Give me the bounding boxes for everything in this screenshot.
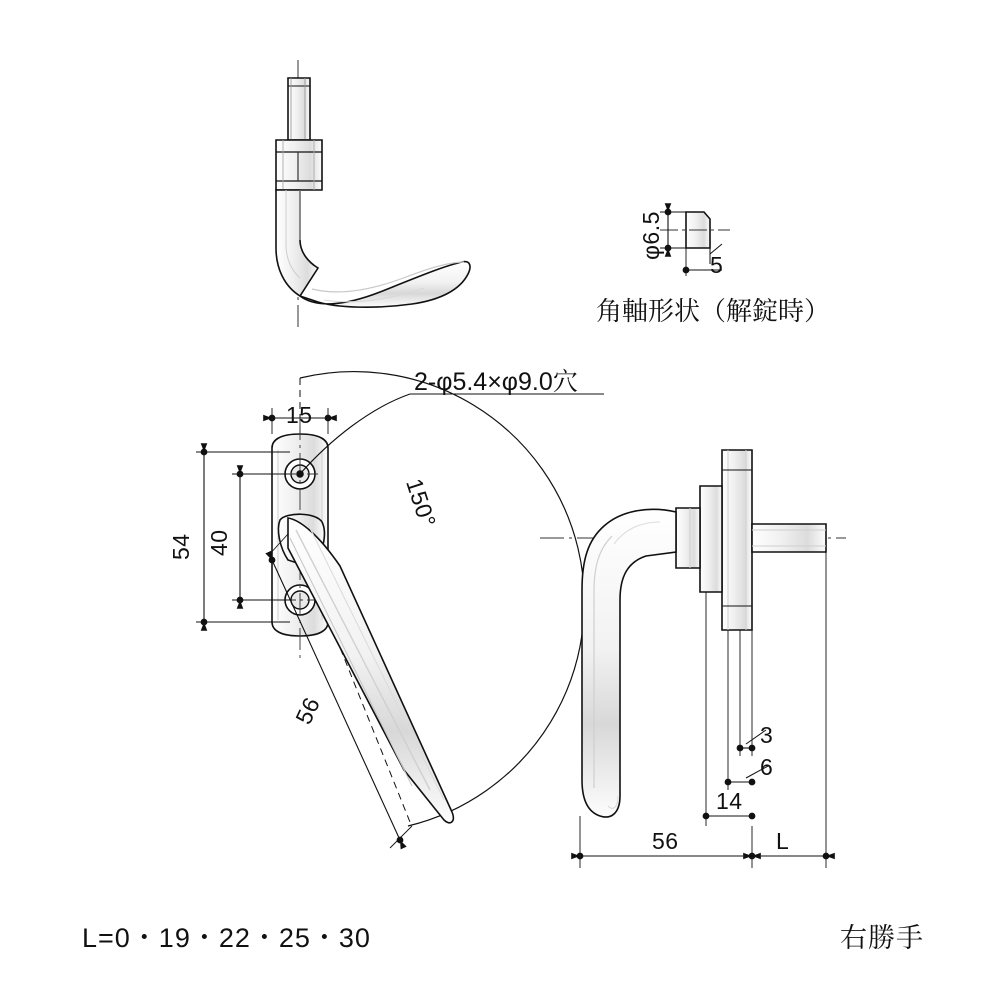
- title-handedness: 右勝手: [840, 923, 924, 953]
- dim-height-40: 40: [206, 529, 232, 556]
- dim-side-56: 56: [652, 828, 679, 854]
- dim-lever-length-56: 56: [290, 693, 325, 729]
- note-hole-spec: 2-φ5.4×φ9.0穴: [414, 368, 578, 396]
- dim-height-54: 54: [168, 533, 194, 560]
- shaft-detail-caption: 角軸形状（解錠時）: [596, 296, 831, 326]
- dim-side-14: 14: [716, 788, 743, 814]
- dim-plate-width: 15: [286, 402, 313, 428]
- side-view-geometry: [540, 450, 846, 868]
- dim-angle-150: 150°: [401, 475, 442, 531]
- dim-side-3: 3: [760, 722, 774, 748]
- dim-side-L: L: [776, 828, 790, 854]
- top-left-lever-view: [276, 60, 470, 330]
- dim-shaft-diameter: φ6.5: [638, 211, 664, 260]
- front-view-geometry: [196, 368, 604, 848]
- dim-shaft-flat: 5: [710, 252, 724, 278]
- title-L-variants: L=0・19・22・25・30: [82, 923, 371, 953]
- dim-side-6: 6: [760, 754, 774, 780]
